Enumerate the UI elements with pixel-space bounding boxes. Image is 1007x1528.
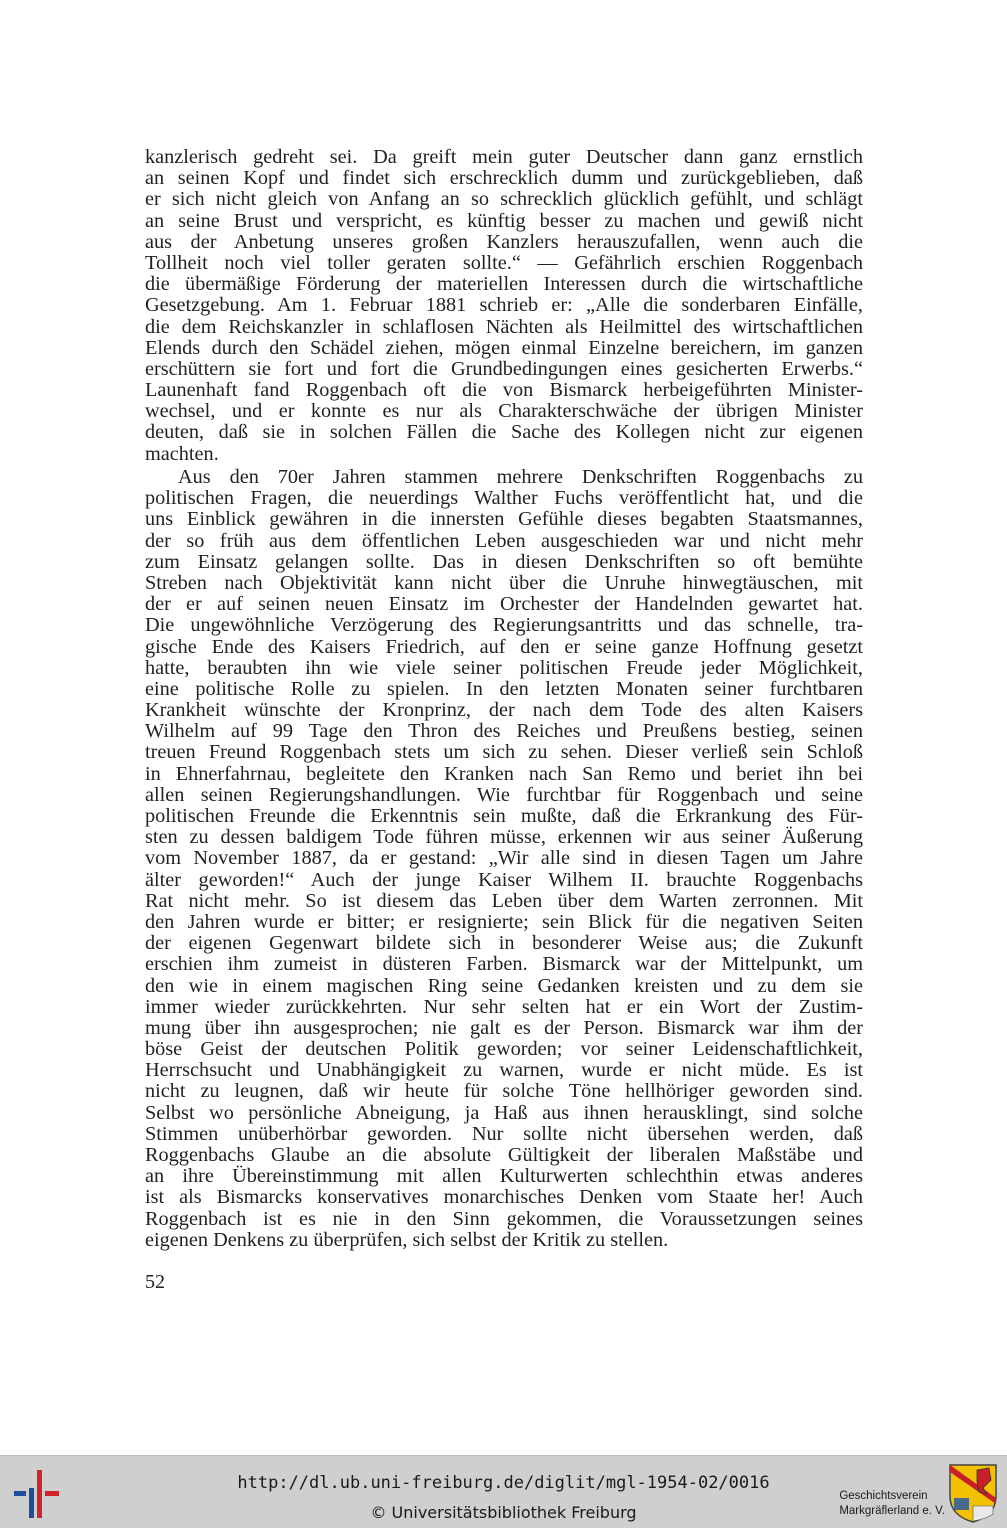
text-line: Aus den 70er Jahren stammen mehrere Denkschriften Roggenbachs zu [178, 466, 863, 488]
text-line: Die ungewöhnliche Verzögerung des Regierungsantritts und das schnelle, tra- [145, 614, 863, 637]
text-line: eine politische Rolle zu spielen. In den letzten Monaten seiner furchtbaren [145, 677, 863, 700]
text-line: in Ehnerfahrnau, begleitete den Kranken nach San Remo und beriet ihn bei [145, 762, 863, 785]
text-line: er sich nicht gleich von Anfang an so schrecklich glücklich gefühlt, und schlägt [145, 188, 863, 211]
text-line: Streben nach Objektivität kann nicht über die Unruhe hinwegtäuschen, mit [145, 571, 863, 594]
text-line: den Jahren wurde er bitter; er resignierte; sein Blick für die negativen Seiten [145, 910, 863, 933]
text-line: Krankheit wünschte der Kronprinz, der nach dem Tode des alten Kaisers [145, 699, 863, 722]
text-line: Roggenbachs Glaube an die absolute Gültigkeit der liberalen Maßstäbe und [145, 1144, 863, 1166]
text-line: Roggenbach ist es nie in den Sinn gekommen, die Voraussetzungen seines [145, 1207, 863, 1230]
text-line: mung über ihn ausgesprochen; nie galt es der Person. Bismarck war ihm der [145, 1016, 863, 1039]
text-line: böse Geist der deutschen Politik geworden; vor seiner Leidenschaftlichkeit, [145, 1038, 863, 1061]
text-line: der er auf seinen neuen Einsatz im Orchester der Handelnden gewartet hat. [145, 593, 863, 616]
text-line: der eigenen Gegenwart bildete sich in besonderer Weise aus; die Zukunft [145, 932, 863, 955]
text-line: die dem Reichskanzler in schlaflosen Nächten als Heilmittel des wirtschaftlichen [145, 315, 863, 338]
text-line: Selbst wo persönliche Abneigung, ja Haß aus ihnen herausklingt, sind solche [145, 1101, 863, 1124]
text-line: gische Ende des Kaisers Friedrich, auf den er seine ganze Hoffnung gesetzt [145, 635, 863, 658]
footer-copyright: © Universitätsbibliothek Freiburg [370, 1503, 637, 1522]
text-line: die übermäßige Förderung der materiellen Interessen durch die wirtschaftliche [145, 273, 863, 296]
text-line: nicht zu leugnen, daß wir heute für solche Töne hellhöriger geworden sind. [145, 1080, 863, 1103]
text-line: politischen Freunde die Erkenntnis sein mußte, daß die Erkrankung des Für- [145, 805, 863, 827]
text-line: Stimmen unüberhörbar geworden. Nur sollte nicht übersehen werden, daß [145, 1122, 863, 1145]
footer-url-link[interactable]: http://dl.ub.uni-freiburg.de/diglit/mgl-1954-02/0016 [237, 1473, 770, 1493]
text-line: sten zu dessen baldigem Tode führen müsse, erkennen wir aus seiner Äußerung [145, 826, 863, 849]
text-line: an ihre Übereinstimmung mit allen Kulturwerten schlechthin etwas anderes [145, 1165, 863, 1188]
text-line: zum Einsatz gelangen sollte. Das in diesen Denkschriften so oft bemühte [145, 550, 863, 573]
text-line: erschien ihm zumeist in düsteren Farben. Bismarck war der Mittelpunkt, um [145, 953, 863, 976]
text-line: Tollheit noch viel toller geraten sollte.“ — Gefährlich erschien Roggenbach [145, 251, 863, 274]
text-line: deuten, daß sie in solchen Fällen die Sache des Kollegen nicht zur eigenen [145, 421, 863, 444]
text-line: wechsel, und er konnte es nur als Charakterschwäche der übrigen Minister [145, 400, 863, 423]
text-line: machten. [145, 442, 219, 465]
text-line: hatte, beraubten ihn wie viele seiner politischen Freude jeder Möglichkeit, [145, 656, 863, 679]
text-line: politischen Fragen, die neuerdings Walther Fuchs veröffentlicht hat, und die [145, 487, 863, 510]
text-line: allen seinen Regierungshandlungen. Wie furchtbar für Roggenbach und seine [145, 783, 863, 806]
text-line: den wie in einem magischen Ring seine Gedanken kreisten und zu dem sie [145, 974, 863, 997]
text-line: aus der Anbetung unseres großen Kanzlers herauszufallen, wenn auch die [145, 230, 863, 253]
text-line: Wilhelm auf 99 Tage den Thron des Reiches und Preußens bestieg, seinen [145, 720, 863, 743]
paragraph-1 [145, 147, 863, 465]
text-line: erschüttern sie fort und fort die Grundbedingungen eines gesicherten Erwerbs.“ [145, 357, 863, 380]
society-name [839, 1489, 945, 1519]
text-line: vom November 1887, da er gestand: „Wir alle sind in diesen Tagen um Jahre [145, 847, 863, 870]
text-line: Rat nicht mehr. So ist diesem das Leben über dem Warten zerronnen. Mit [145, 889, 863, 912]
text-line: der so früh aus dem öffentlichen Leben ausgeschieden war und nicht mehr [145, 529, 863, 552]
text-line: an seine Brust und verspricht, es künftig besser zu machen und gewiß nicht [145, 209, 863, 232]
text-line: Launenhaft fand Roggenbach oft die von Bismarck herbeigeführten Minister- [145, 379, 863, 402]
society-crest-icon[interactable] [947, 1462, 999, 1524]
text-line: an seinen Kopf und findet sich erschrecklich dumm und zurückgeblieben, daß [145, 167, 863, 190]
society-name-line-2: Markgräflerland e. V. [839, 1505, 945, 1517]
text-line: Elends durch den Schädel ziehen, mögen einmal Einzelne bereichern, im ganzen [145, 336, 863, 359]
text-line: uns Einblick gewähren in die innersten Gefühle dieses begabten Staatsmannes, [145, 508, 863, 531]
text-line: Gesetzgebung. Am 1. Februar 1881 schrieb er: „Alle die sonderbaren Einfälle, [145, 294, 863, 317]
text-line: ist als Bismarcks konservatives monarchisches Denken vom Staate her! Auch [145, 1186, 863, 1209]
paragraph-2 [145, 467, 863, 1251]
page-number: 52 [145, 1271, 165, 1293]
text-line: älter geworden!“ Auch der junge Kaiser Wilhem II. brauchte Roggenbachs [145, 868, 863, 891]
society-name-line-1: Geschichtsverein [839, 1490, 928, 1502]
text-line: treuen Freund Roggenbach stets um sich zu sehen. Dieser verließ sein Schloß [145, 741, 863, 764]
text-line: eigenen Denkens zu überprüfen, sich selbst der Kritik zu stellen. [145, 1228, 669, 1251]
text-line: kanzlerisch gedreht sei. Da greift mein guter Deutscher dann ganz ernstlich [145, 146, 863, 168]
text-line: Herrschsucht und Unabhängigkeit zu warnen, wurde er nicht müde. Es ist [145, 1059, 863, 1082]
text-line: immer wieder zurückkehrten. Nur sehr selten hat er ein Wort der Zustim- [145, 995, 863, 1018]
footer-bar [0, 1455, 1007, 1528]
